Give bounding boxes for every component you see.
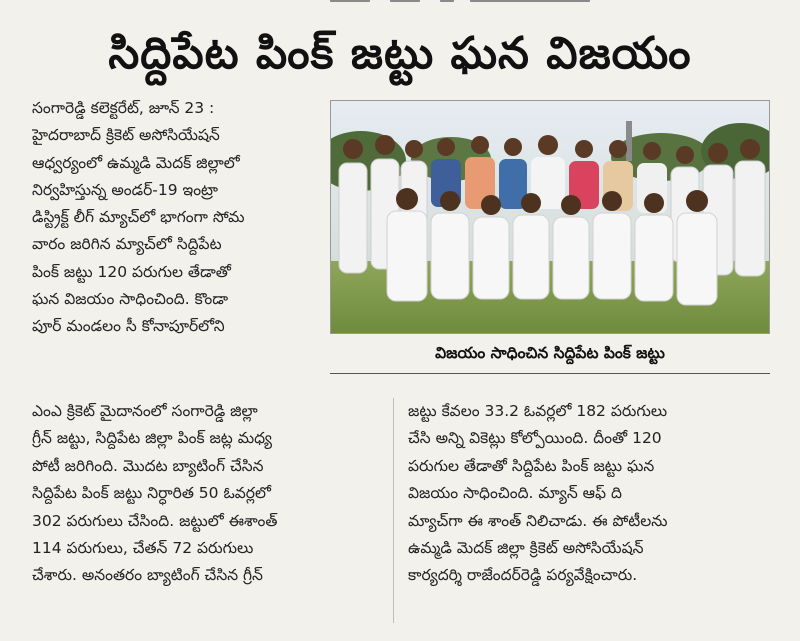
text-line: ఘన విజయం సాధించింది. కొండా bbox=[32, 290, 229, 309]
text-line: హైదరాబాద్ క్రికెట్ అసోసియేషన్ bbox=[32, 126, 220, 145]
text-line: నిర్వహిస్తున్న అండర్-19 ఇంట్రా bbox=[32, 180, 219, 199]
text-line: వారం జరిగిన మ్యాచ్‌లో సిద్దిపేట bbox=[32, 235, 222, 254]
text-line: కార్యదర్శి రాజేందర్‌రెడ్డి పర్యవేక్షించారు. bbox=[408, 566, 638, 585]
text-line: 302 పరుగులు చేసింది. జట్టులో ఈశాంత్ bbox=[32, 511, 278, 530]
text-line: జట్టు కేవలం 33.2 ఓవర్లలో 182 పరుగులు bbox=[408, 402, 668, 420]
article-column-top bbox=[32, 95, 350, 405]
headline: సిద్దిపేట పింక్ జట్టు ఘన విజయం bbox=[108, 28, 692, 79]
text-line: సిద్దిపేట పింక్ జట్టు నిర్ధారిత 50 ఓవర్లలో bbox=[32, 484, 271, 503]
text-line: చేశారు. అనంతరం బ్యాటింగ్ చేసిన గ్రీన్ bbox=[32, 566, 263, 585]
text-line: ఎంఎ క్రికెట్ మైదానంలో సంగారెడ్డి జిల్లా bbox=[32, 402, 258, 420]
text-line: ఉమ్మడి మెదక్ జిల్లా క్రికెట్ అసోసియేషన్ bbox=[408, 539, 644, 558]
article-column-bottom-left bbox=[32, 398, 382, 634]
team-photo bbox=[330, 100, 770, 334]
text-line: పింక్ జట్టు 120 పరుగుల తేడాతో bbox=[32, 262, 231, 281]
text-line: పోటీ జరిగింది. మొదట బ్యాటింగ్ చేసిన bbox=[32, 456, 264, 475]
photo-caption: విజయం సాధించిన సిద్దిపేట పింక్ జట్టు bbox=[330, 333, 770, 374]
text-line: చేసి అన్ని వికెట్లు కోల్పోయింది. దీంతో 120 bbox=[408, 429, 662, 448]
previous-article-strip bbox=[0, 0, 800, 8]
text-line: మ్యాచ్‌గా ఈ శాంత్ నిలిచాడు. ఈ పోటీలను bbox=[408, 511, 668, 530]
text-line: డిస్ట్రిక్ట్ లీగ్ మ్యాచ్‌లో భాగంగా సోమ bbox=[32, 208, 245, 227]
text-line: 114 పరుగులు, చేతన్ 72 పరుగులు bbox=[32, 539, 254, 558]
text-line: సంగారెడ్డి కలెక్టరేట్, జూన్ 23 : bbox=[32, 99, 215, 117]
text-line: పూర్ మండలం సీ కోనాపూర్‌లోని bbox=[32, 317, 225, 336]
text-line: ఆధ్వర్యంలో ఉమ్మడి మెదక్ జిల్లాలో bbox=[32, 153, 240, 172]
article-column-bottom-right bbox=[408, 398, 778, 634]
text-line: విజయం సాధించింది. మ్యాన్ ఆఫ్ ది bbox=[408, 484, 622, 503]
text-line: గ్రీన్ జట్టు, సిద్దిపేట జిల్లా పింక్ జట్ల మధ్య bbox=[32, 429, 273, 448]
text-line: పరుగుల తేడాతో సిద్దిపేట పింక్ జట్టు ఘన bbox=[408, 456, 655, 475]
column-divider bbox=[393, 398, 394, 623]
